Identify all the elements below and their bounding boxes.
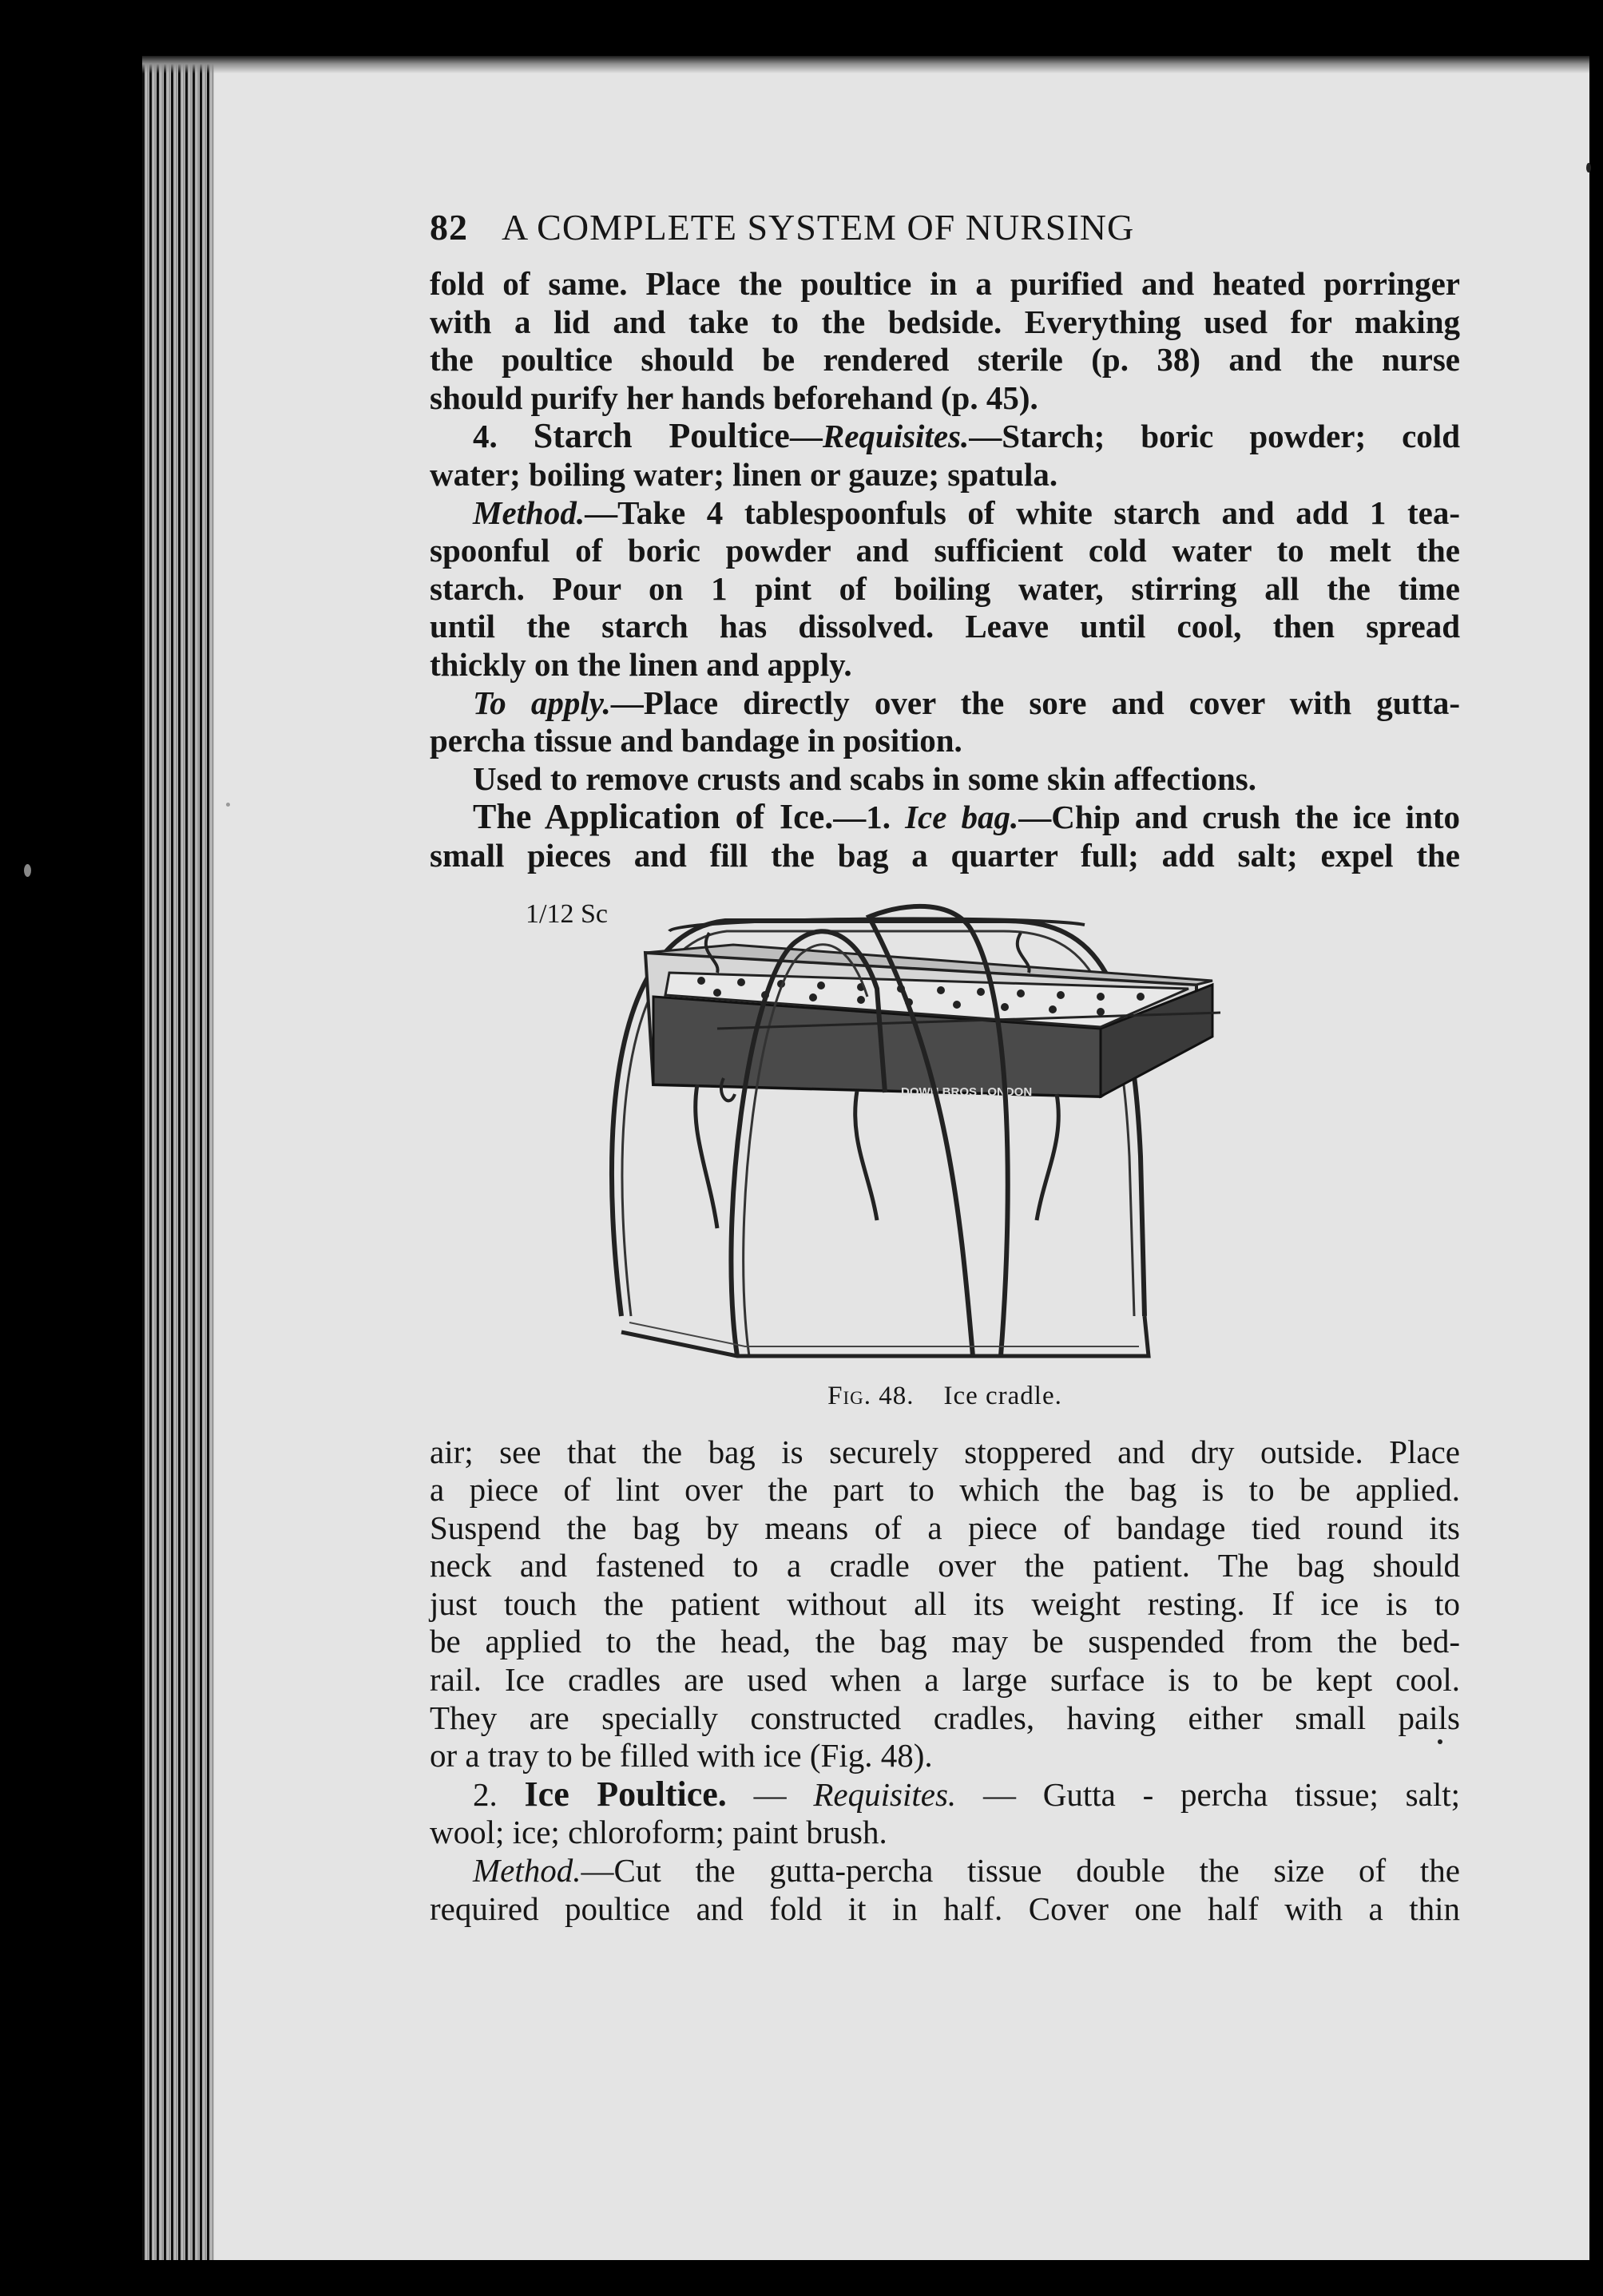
text-run: neck and fastened to a cradle over the patient. The bag should	[430, 1547, 1460, 1584]
text-line	[430, 265, 1460, 303]
text-run: air; see that the bag is securely stoppered and dry outside. Place	[430, 1433, 1460, 1470]
text-run: percha tissue and bandage in position.	[430, 722, 962, 759]
text-run: or a tray to be filled with ice (Fig. 48).	[430, 1737, 933, 1775]
italic-label: Requisites.	[822, 418, 970, 455]
text-line	[430, 1814, 1460, 1852]
text-line	[430, 608, 1460, 646]
text-run: —1.	[833, 799, 906, 836]
text-run: They are specially constructed cradles, having either small pails	[430, 1699, 1460, 1736]
text-block-top	[430, 265, 1460, 875]
figure-caption-text: Ice cradle.	[943, 1381, 1062, 1410]
text-run: small pieces and fill the bag a quarter full; add salt; expel the	[430, 836, 1460, 874]
text-line	[430, 1509, 1460, 1548]
text-run: —Place directly over the sore and cover with gutta-	[610, 684, 1460, 721]
text-run: should purify her hands beforehand (p. 45).	[430, 379, 1038, 416]
text-run: wool; ice; chloroform; paint brush.	[430, 1814, 887, 1851]
text-line	[430, 379, 1460, 418]
running-title: A COMPLETE SYSTEM OF NURSING	[502, 207, 1135, 248]
text-line	[430, 1737, 1460, 1775]
text-run: —Take 4 tablespoonfuls of white starch and add 1 tea-	[585, 494, 1460, 531]
text-line	[430, 722, 1460, 760]
section-heading: Ice Poultice.	[524, 1774, 727, 1814]
maker-stamp: DOWN BROS LONDON	[901, 1085, 1033, 1099]
text-run: required poultice and fold it in half. Cover one half with a thin	[430, 1890, 1460, 1927]
italic-label: Requisites.	[813, 1775, 957, 1813]
text-line	[430, 532, 1460, 570]
text-run: with a lid and take to the bedside. Everything used for making	[430, 303, 1460, 340]
text-run: —	[726, 1775, 814, 1813]
text-line	[430, 646, 1460, 684]
page-number: 82	[430, 207, 468, 248]
text-line	[430, 798, 1460, 837]
text-run: starch. Pour on 1 pint of boiling water, stirring all the time	[430, 569, 1460, 607]
text-line	[430, 837, 1460, 875]
text-line	[430, 303, 1460, 342]
page-speck	[226, 803, 230, 807]
text-line	[430, 341, 1460, 379]
text-run: Used to remove crusts and scabs in some skin affections.	[473, 759, 1256, 797]
running-header	[430, 206, 1460, 262]
figure-ice-cradle	[526, 885, 1324, 1388]
figure-label: Fig. 48.	[827, 1381, 915, 1410]
text-line	[430, 417, 1460, 456]
text-line	[430, 1890, 1460, 1929]
text-run: —Cut the gutta-percha tissue double the size of the	[581, 1852, 1460, 1890]
text-line	[430, 1585, 1460, 1624]
text-run: 4.	[473, 418, 534, 455]
text-line	[430, 760, 1460, 799]
text-run: — Gutta - percha tissue; salt;	[956, 1775, 1460, 1813]
text-line	[430, 1661, 1460, 1699]
text-run: water; boiling water; linen or gauze; spatula.	[430, 455, 1058, 493]
text-run: fold of same. Place the poultice in a purified and heated porringer	[430, 265, 1460, 302]
italic-label: Method.	[473, 494, 585, 531]
text-line	[430, 1623, 1460, 1661]
top-edge-shadow	[142, 56, 1589, 73]
text-line	[430, 1852, 1460, 1890]
text-line	[430, 456, 1460, 494]
italic-label: To apply.	[473, 684, 611, 721]
text-run: —	[789, 418, 823, 455]
text-line	[430, 1434, 1460, 1472]
page-speck	[1438, 1739, 1442, 1744]
text-block-bottom	[430, 1434, 1460, 1929]
section-heading: Starch Poultice	[533, 416, 790, 456]
text-run: 2.	[473, 1775, 525, 1813]
text-run: rail. Ice cradles are used when a large surface is to be kept cool.	[430, 1661, 1460, 1699]
text-run: thickly on the linen and apply.	[430, 645, 852, 683]
text-line	[430, 1547, 1460, 1585]
text-run: just touch the patient without all its weight resting. If ice is to	[430, 1584, 1460, 1622]
text-run: Suspend the bag by means of a piece of bandage tied round its	[430, 1509, 1460, 1546]
text-line	[430, 1775, 1460, 1814]
ice-cradle-illustration	[526, 885, 1324, 1388]
text-run: a piece of lint over the part to which the bag is to be applied.	[430, 1471, 1460, 1509]
text-run: —Chip and crush the ice into	[1018, 799, 1461, 836]
section-heading: The Application of Ice.	[473, 797, 834, 837]
text-run: —Starch; boric powder; cold	[969, 418, 1460, 455]
text-run: spoonful of boric powder and sufficient cold water to melt the	[430, 532, 1460, 569]
italic-label: Method.	[473, 1852, 581, 1890]
text-run: be applied to the head, the bag may be suspended from the bed-	[430, 1623, 1460, 1660]
page-speck	[24, 864, 31, 877]
italic-label: Ice bag.	[905, 799, 1019, 836]
page-content	[430, 206, 1460, 1928]
text-run: the poultice should be rendered sterile (p. 38) and the nurse	[430, 341, 1460, 379]
text-line	[430, 1699, 1460, 1738]
scale-mark: 1/12 Sc	[526, 898, 608, 929]
text-line	[430, 684, 1460, 723]
page-edge-shadow	[142, 56, 214, 2260]
page-speck	[1586, 163, 1591, 172]
text-run: until the starch has dissolved. Leave until cool, then spread	[430, 608, 1460, 645]
text-line	[430, 494, 1460, 533]
text-line	[430, 1471, 1460, 1509]
text-line	[430, 570, 1460, 609]
